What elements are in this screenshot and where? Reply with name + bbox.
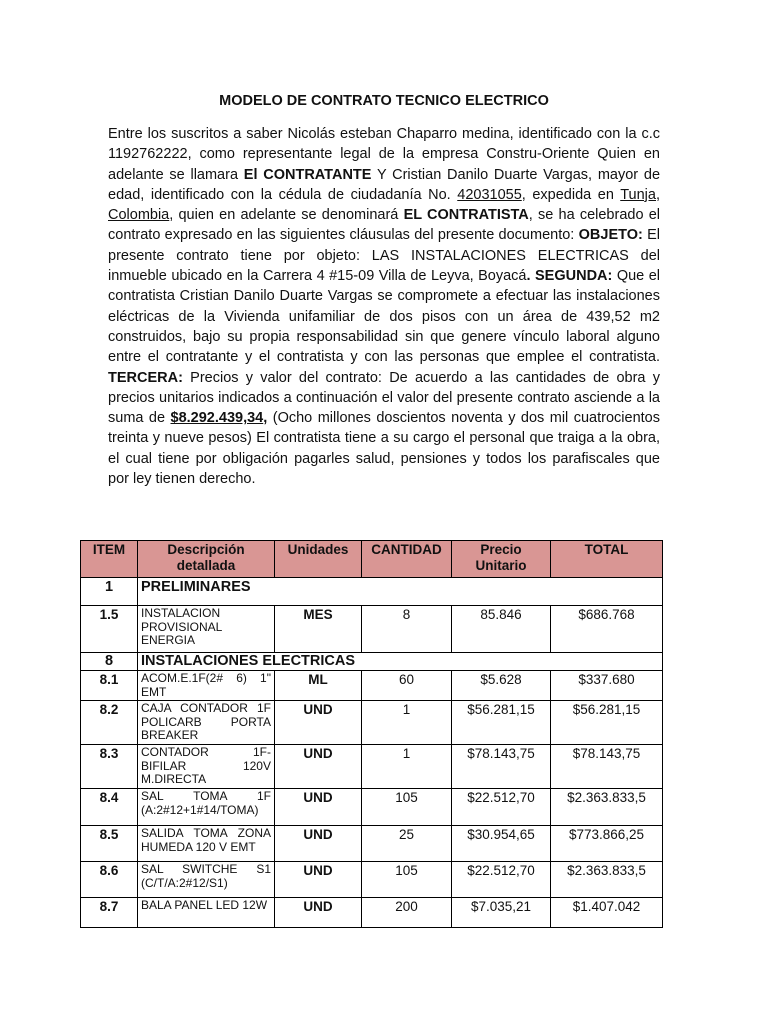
header-description: Descripción detallada [138,541,275,578]
cell-item: 8.3 [81,745,138,789]
cell-unit: UND [275,862,362,898]
section-row [81,578,663,606]
section-label: PRELIMINARES [138,578,663,606]
cell-item: 8.2 [81,701,138,745]
section-label: INSTALACIONES ELECTRICAS [138,653,663,671]
cell-quantity: 1 [362,745,452,789]
cell-quantity: 8 [362,606,452,653]
cell-unit: UND [275,701,362,745]
header-total: TOTAL [551,541,663,578]
cell-quantity: 25 [362,826,452,862]
header-unit-price: Precio Unitario [452,541,551,578]
cell-quantity: 60 [362,671,452,701]
cell-description: BALA PANEL LED 12W [138,898,275,928]
cell-description: INSTALACION PROVISIONAL ENERGIA [138,606,275,653]
cell-total: $56.281,15 [551,701,663,745]
table-row [81,898,663,928]
cell-item: 1.5 [81,606,138,653]
cell-description: SALIDA TOMA ZONA HUMEDA 120 V EMT [138,826,275,862]
table-header-row [81,541,663,578]
contract-amount [171,410,268,426]
cell-quantity: 105 [362,862,452,898]
clause-objeto: OBJETO: [578,227,643,244]
cell-unit-price: $56.281,15 [452,701,551,745]
cell-unit-price: $78.143,75 [452,745,551,789]
contract-paragraph [108,124,660,489]
cell-total: $78.143,75 [551,745,663,789]
contract-text: El presente contrato tiene por objeto: LAS INSTALACIONES ELECTRICAS del inmueble ubicado en la Carrera 4 #15-09 Villa de Leyva, Boyacá [108,227,661,285]
section-item: 8 [81,653,138,671]
header-item: ITEM [81,541,138,578]
cell-total: $773.866,25 [551,826,663,862]
contract-text: , expedida en [521,186,621,203]
cell-description: ACOM.E.1F(2# 6) 1" EMT [138,671,275,701]
cell-description: SAL SWITCHE S1 (C/T/A:2#12/S1) [138,862,275,898]
table-row [81,826,663,862]
table-row [81,671,663,701]
table-row [81,606,663,653]
cell-item: 8.5 [81,826,138,862]
document-title: MODELO DE CONTRATO TECNICO ELECTRICO [219,93,549,109]
cell-description: SAL TOMA 1F (A:2#12+1#14/TOMA) [138,789,275,826]
contratante-label: El CONTRATANTE [243,166,372,183]
cell-unit: UND [275,745,362,789]
contratista-label: EL CONTRATISTA [403,207,529,224]
cell-total: $1.407.042 [551,898,663,928]
cell-item: 8.6 [81,862,138,898]
cell-unit-price: $22.512,70 [452,862,551,898]
cell-unit: UND [275,898,362,928]
contract-text: , quien en adelante se denominará [169,207,404,224]
section-row [81,653,663,671]
contract-text: (Ocho millones doscientos noventa y dos mil cuatrocientos treinta y nueve pesos) El contratista tiene a su cargo el personal que traiga a la obra, el cual tiene por obligación pagarles salud, pensiones y todos los parafiscales que por ley tienen derecho. [108,410,660,488]
cell-item: 8.7 [81,898,138,928]
cell-unit-price: $30.954,65 [452,826,551,862]
cell-total: $2.363.833,5 [551,789,663,826]
cell-total: $686.768 [551,606,663,653]
clause-segunda: . SEGUNDA: [526,268,613,285]
cell-quantity: 1 [362,701,452,745]
section-item: 1 [81,578,138,606]
cell-description: CONTADOR 1F-BIFILAR 120V M.DIRECTA [138,745,275,789]
header-quantity: CANTIDAD [362,541,452,578]
cell-unit-price: $22.512,70 [452,789,551,826]
cell-unit: UND [275,826,362,862]
cell-unit: ML [275,671,362,701]
cell-unit-price: 85.846 [452,606,551,653]
cell-total: $2.363.833,5 [551,862,663,898]
table-row [81,701,663,745]
cell-unit-price: $5.628 [452,671,551,701]
contract-text: Y Cristian Danilo Duarte Vargas, mayor de edad, identificado con la cédula de ciudadanía No. [108,166,661,203]
cell-item: 8.4 [81,789,138,826]
cell-quantity: 105 [362,789,452,826]
budget-table [80,540,663,928]
contract-text: Que el contratista Cristian Danilo Duarte Vargas se compromete a efectuar las instalaciones eléctricas de la Vivienda unifamiliar de dos pisos con un área de 439,52 m2 construidos, bajo su propia responsabilidad sin que genere vínculo laboral alguno entre el contratante y el contratista y con las personas que emplee el contratista. [108,268,660,366]
table-row [81,745,663,789]
table-row [81,789,663,826]
cell-item: 8.1 [81,671,138,701]
contract-text: Entre los suscritos a saber Nicolás esteban Chaparro medina, identificado con la c.c 1192762222, como representante legal de la empresa Constru-Oriente Quien en adelante se llamara [108,126,660,183]
id-number: 42031055 [457,186,522,203]
contract-text: Precios y valor del contrato: De acuerdo a las cantidades de obra y precios unitarios indicados a continuación el valor del presente contrato asciende a la suma de [108,369,660,427]
issue-place: Tunja, Colombia [108,186,660,224]
contract-amount-value: $8.292.439,34 [170,410,264,427]
header-units: Unidades [275,541,362,578]
cell-unit-price: $7.035,21 [452,898,551,928]
clause-tercera: TERCERA: [108,369,183,386]
contract-text: , se ha celebrado el contrato expresado en las siguientes cláusulas del presente documento: [108,207,660,244]
cell-total: $337.680 [551,671,663,701]
cell-unit: MES [275,606,362,653]
cell-description: CAJA CONTADOR 1F POLICARB PORTA BREAKER [138,701,275,745]
contract-amount-comma: , [263,410,268,427]
cell-quantity: 200 [362,898,452,928]
table-row [81,862,663,898]
cell-unit: UND [275,789,362,826]
